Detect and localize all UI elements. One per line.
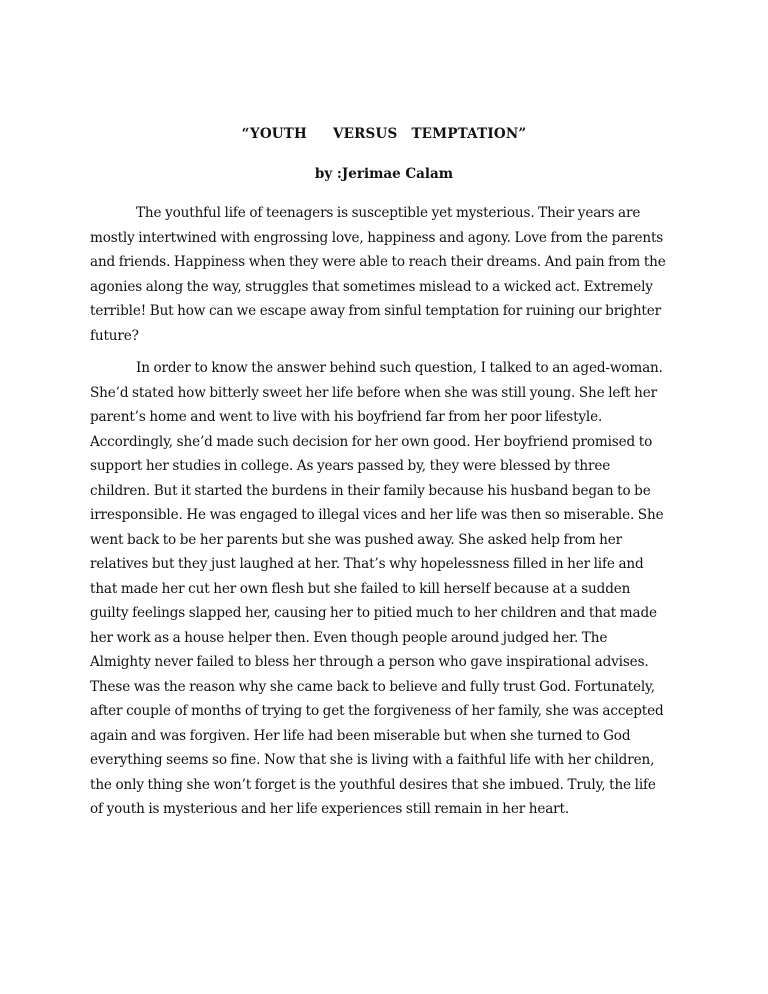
paragraph-line: agonies along the way, struggles that sometimes mislead to a wicked act. Extremely bbox=[90, 278, 653, 295]
paragraph-line: again and was forgiven. Her life had been miserable but when she turned to God bbox=[90, 727, 631, 744]
paragraph-2 bbox=[90, 356, 680, 822]
paragraph-line: These was the reason why she came back to believe and fully trust God. Fortunately, bbox=[90, 678, 655, 695]
paragraph-line: of youth is mysterious and her life experiences still remain in her heart. bbox=[90, 801, 570, 817]
paragraph-line: Almighty never failed to bless her through a person who gave inspirational advises. bbox=[90, 654, 649, 670]
paragraph-line: In order to know the answer behind such question, I talked to an aged-woman. bbox=[136, 360, 663, 376]
paragraph-line: went back to be her parents but she was pushed away. She asked help from her bbox=[90, 531, 623, 548]
paragraph-line: terrible! But how can we escape away from sinful temptation for ruining our brighter bbox=[90, 303, 661, 319]
title-part-temptation: TEMPTATION” bbox=[411, 126, 527, 142]
paragraph-line: Accordingly, she’d made such decision for her own good. Her boyfriend promised to bbox=[90, 433, 653, 450]
byline: by :Jerimae Calam bbox=[314, 166, 454, 182]
paragraph-line: the only thing she won’t forget is the youthful desires that she imbued. Truly, the life bbox=[90, 776, 656, 793]
paragraph-1 bbox=[90, 201, 680, 348]
paragraph-line: relatives but they just laughed at her. That’s why hopelessness filled in her life and bbox=[90, 556, 644, 572]
paragraph-line: children. But it started the burdens in their family because his husband began to be bbox=[90, 482, 651, 499]
paragraph-line: future? bbox=[90, 327, 139, 344]
document-title bbox=[0, 126, 768, 142]
paragraph-line: everything seems so fine. Now that she is living with a faithful life with her children, bbox=[90, 752, 655, 768]
title-part-versus: VERSUS bbox=[332, 126, 398, 142]
paragraph-line: support her studies in college. As years passed by, they were blessed by three bbox=[90, 458, 611, 474]
paragraph-line: parent’s home and went to live with his boyfriend far from her poor lifestyle. bbox=[90, 409, 603, 425]
paragraph-line: after couple of months of trying to get the forgiveness of her family, she was accepted bbox=[90, 703, 664, 719]
paragraph-line: She’d stated how bitterly sweet her life before when she was still young. She left her bbox=[90, 384, 658, 401]
paragraph-line: mostly intertwined with engrossing love, happiness and agony. Love from the parents bbox=[90, 229, 664, 246]
paragraph-line: and friends. Happiness when they were able to reach their dreams. And pain from the bbox=[90, 254, 666, 270]
paragraph-line: that made her cut her own flesh but she failed to kill herself because at a sudden bbox=[90, 580, 631, 597]
paragraph-line: guilty feelings slapped her, causing her to pitied much to her children and that made bbox=[90, 605, 657, 621]
title-part-youth: “YOUTH bbox=[241, 126, 307, 142]
paragraph-line: irresponsible. He was engaged to illegal vices and her life was then so miserable. She bbox=[90, 507, 664, 523]
paragraph-line: The youthful life of teenagers is susceptible yet mysterious. Their years are bbox=[136, 205, 641, 221]
paragraph-line: her work as a house helper then. Even though people around judged her. The bbox=[90, 629, 608, 646]
